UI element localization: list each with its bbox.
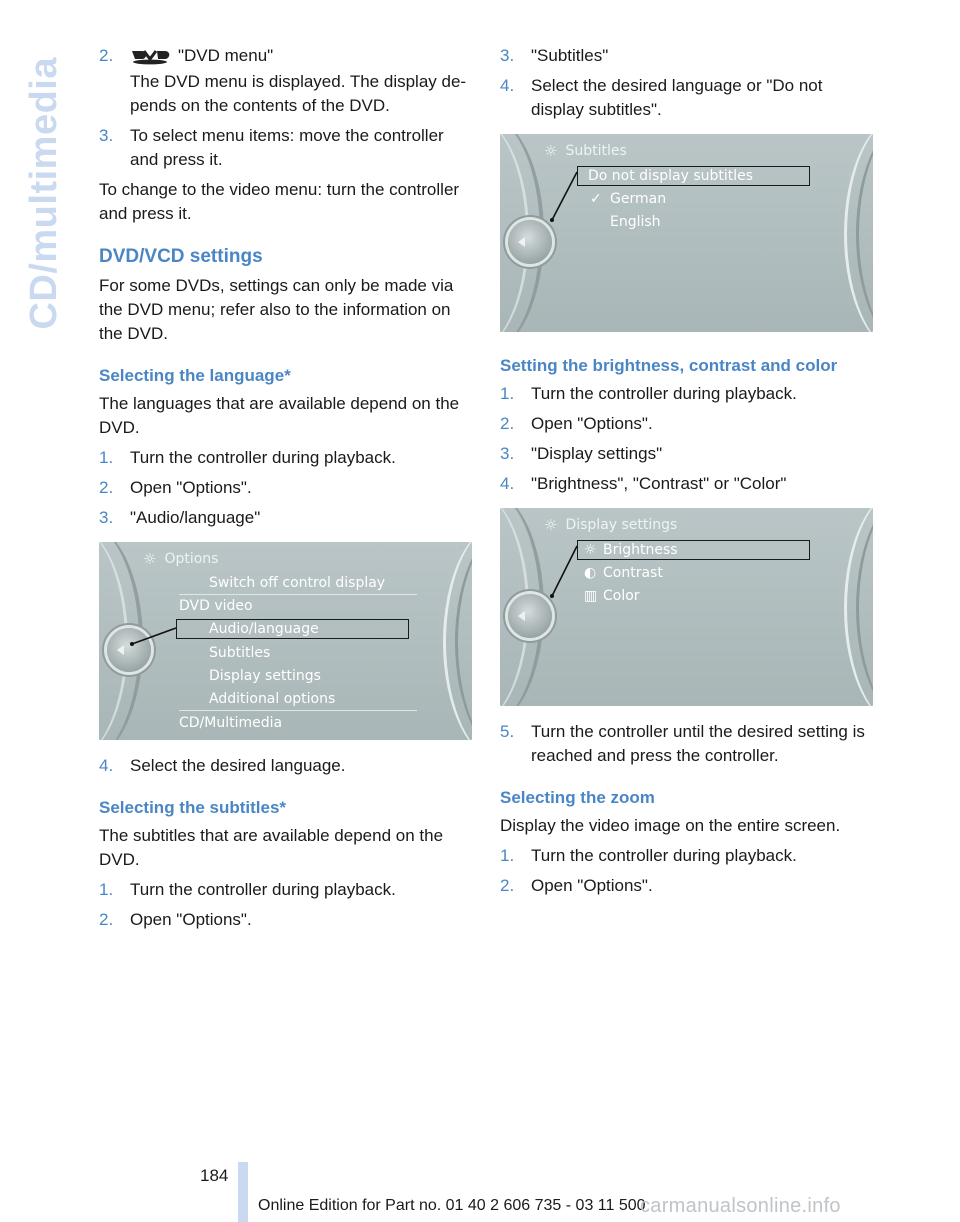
lang-step-2 [99,476,474,500]
screen-title: ☼ Subtitles [544,142,627,160]
step-number: 4. [500,76,515,95]
menu-section: CD/Multimedia [179,715,283,731]
dvd-logo-icon [130,49,170,65]
display-settings-screen [500,508,873,706]
step-text: Open "Options". [130,478,252,497]
edition-note: Online Edition for Part no. 01 40 2 606 735 - 03 11 500 [258,1197,646,1214]
step-text: Select the desired language or "Do not display subtitles". [531,76,823,119]
check-icon: ✓ [590,191,602,207]
screen-title: ☼ Options [143,550,219,568]
step-number: 4. [99,756,114,775]
step-number: 2. [500,876,515,895]
select-items-step [99,124,474,172]
video-menu-note: To change to the video menu: turn the controller and press it. [99,180,460,223]
step-text: To select menu items: move the controller and press it. [130,126,444,169]
zoom-paragraph: Display the video image on the entire screen. [500,816,841,835]
step-number: 3. [99,508,114,527]
sub-step-4 [500,74,875,122]
color-icon: ▥ [584,588,598,604]
step-text: "Display settings" [531,444,663,463]
bright-step-2 [500,412,875,436]
subtitles-icon: ☼ [544,142,558,160]
lang-step-3 [99,506,474,530]
step-number: 3. [99,126,114,145]
contrast-icon: ◐ [584,565,597,581]
step-text: Turn the controller during playback. [531,846,797,865]
options-screen [99,542,472,740]
left-column [99,44,474,938]
step-number: 1. [99,880,114,899]
menu-item[interactable]: Contrast [603,565,663,581]
settings-heading: DVD/VCD settings [99,246,263,267]
menu-item-selected[interactable]: Audio/language [209,621,319,637]
language-heading: Selecting the language* [99,366,291,385]
step-text: Open "Options". [130,910,252,929]
menu-section: DVD video [179,598,253,614]
step-number: 3. [500,46,515,65]
zoom-step-1 [500,844,875,868]
bright-step-5 [500,720,875,768]
sub-step-1 [99,878,474,902]
step-text: Turn the controller during playback. [130,880,396,899]
menu-item[interactable]: English [610,214,661,230]
subtitles-heading: Selecting the subtitles* [99,798,287,817]
bright-step-1 [500,382,875,406]
language-paragraph: The languages that are available depend on the DVD. [99,394,460,437]
step-number: 2. [99,478,114,497]
step-text: Turn the controller during playback. [130,448,396,467]
dvd-menu-description: The DVD menu is displayed. The display de-pends on the contents of the DVD. [130,72,467,115]
bright-step-4 [500,472,875,496]
step-number: 1. [500,846,515,865]
step-text: Open "Options". [531,414,653,433]
options-icon: ☼ [143,550,157,568]
pointer-line [99,542,472,740]
step-number: 3. [500,444,515,463]
settings-paragraph: For some DVDs, settings can only be made via the DVD menu; refer also to the information on the DVD. [99,276,454,343]
step-number: 4. [500,474,515,493]
right-column [500,44,875,904]
menu-item[interactable]: German [610,191,667,207]
lang-step-4 [99,754,474,778]
step-number: 1. [99,448,114,467]
lang-step-1 [99,446,474,470]
footer-bar [238,1162,248,1222]
menu-item[interactable]: Additional options [209,691,336,707]
step-text: "Audio/language" [130,508,261,527]
zoom-step-2 [500,874,875,898]
step-text: Turn the controller during playback. [531,384,797,403]
step-text: "Subtitles" [531,46,609,65]
subtitles-screen [500,134,873,332]
step-number: 2. [500,414,515,433]
menu-item-selected[interactable]: Do not display subtitles [588,168,754,184]
step-text: "Brightness", "Contrast" or "Color" [531,474,787,493]
side-tab [24,40,64,330]
dvd-menu-step [99,44,474,68]
page-number: 184 [200,1166,229,1185]
step-text: Turn the controller until the desired setting is reached and press the controller. [531,722,865,765]
pointer-line [500,508,873,706]
watermark: carmanualsonline.info [640,1195,841,1217]
pointer-line [500,134,873,332]
menu-item[interactable]: Color [603,588,640,604]
subtitles-paragraph: The subtitles that are available depend on the DVD. [99,826,444,869]
menu-item[interactable]: Switch off control display [209,575,386,591]
menu-item[interactable]: Subtitles [209,645,271,661]
step-number: 2. [99,46,114,65]
step-number: 1. [500,384,515,403]
step-number: 5. [500,722,515,741]
zoom-heading: Selecting the zoom [500,788,655,807]
dvd-menu-label: "DVD menu" [178,46,274,65]
screen-title: ☼ Display settings [544,516,678,534]
brightness-icon: ☼ [584,542,597,558]
menu-item[interactable]: Display settings [209,668,321,684]
sub-step-3 [500,44,875,68]
menu-item-selected[interactable]: Brightness [603,542,678,558]
bright-step-3 [500,442,875,466]
side-tab-label: CD/multimedia [22,57,65,330]
brightness-heading: Setting the brightness, contrast and color [500,356,838,375]
step-text: Select the desired language. [130,756,346,775]
step-number: 2. [99,910,114,929]
display-settings-icon: ☼ [544,516,558,534]
sub-step-2 [99,908,474,932]
step-text: Open "Options". [531,876,653,895]
